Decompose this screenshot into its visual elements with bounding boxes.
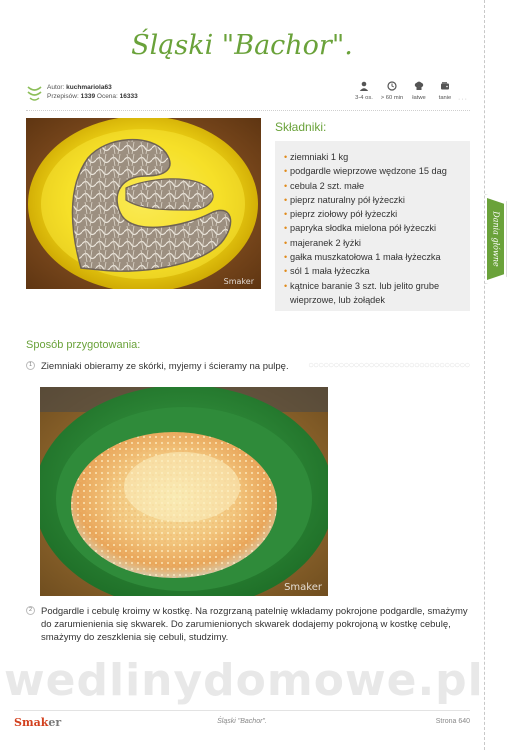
recipes-count: 1339 (80, 93, 96, 100)
meta-cost-label: tanie (438, 95, 452, 101)
rating-value: 16333 (119, 93, 138, 100)
author-divider (26, 110, 470, 111)
author-row (26, 81, 470, 109)
grated-potatoes-photo (40, 387, 328, 596)
footer-divider (14, 710, 470, 711)
meta-difficulty-label: łatwe (412, 95, 426, 101)
site-watermark: wedlinydomowe.pl (4, 655, 484, 706)
ingredient-item: • sól 1 mała łyżeczka (284, 264, 464, 278)
photo-watermark: Smaker (223, 277, 254, 286)
author-info (47, 83, 138, 101)
author-logo-icon (26, 83, 43, 103)
author-label: Autor: (47, 84, 65, 91)
footer-recipe-title: Śląski "Bachor". (217, 718, 267, 725)
meta-cost (428, 81, 462, 101)
ingredient-item: • pieprz ziołowy pół łyżeczki (284, 207, 464, 221)
ingredient-item: • ziemniaki 1 kg (284, 150, 464, 164)
grated-potatoes-image (40, 387, 328, 596)
recipe-title: Śląski "Bachor". (131, 30, 353, 61)
meta-time-label: > 60 min (380, 95, 404, 101)
ingredient-item: • podgardle wieprzowe wędzone 15 dag (284, 164, 464, 178)
photo-watermark: Smaker (284, 582, 322, 593)
step-1 (26, 360, 470, 374)
fold-line (484, 0, 485, 750)
ingredient-item: • papryka słodka mielona pół łyżeczki (284, 221, 464, 235)
ingredients-box (275, 141, 470, 311)
bachor-photo (26, 118, 261, 289)
ingredients-title: Składniki: (275, 120, 327, 134)
ingredient-item: • gałka muszkatołowa 1 mała łyżeczka (284, 250, 464, 264)
method-title: Sposób przygotowania: (26, 339, 141, 351)
logo-main: Smak (14, 716, 49, 729)
category-tab-label: Dania główne (491, 211, 501, 267)
step-number: 1 (26, 361, 35, 370)
recipes-label: Przepisów: (47, 93, 79, 100)
author-name[interactable]: kuchmariola63 (66, 84, 112, 91)
clock-icon (387, 81, 397, 91)
ingredient-item: • cebula 2 szt. małe (284, 179, 464, 193)
step-number: 2 (26, 606, 35, 615)
ingredient-item: • pieprz naturalny pół łyżeczki (284, 193, 464, 207)
wallet-icon (440, 81, 450, 91)
person-icon (359, 81, 369, 91)
logo-accent: er (48, 716, 62, 729)
bachor-photo-image (26, 118, 261, 289)
rating-label: Ocena: (96, 93, 118, 100)
chef-hat-icon (414, 81, 424, 91)
step-2 (26, 605, 470, 647)
ingredient-item: • majeranek 2 łyżki (284, 236, 464, 250)
rating-circles: ○○○○○○○○○○○○○○○○○○○○○○○○○○○○○○○○ (308, 360, 470, 371)
step-text: Ziemniaki obieramy ze skórki, myjemy i ścieramy na pulpę. (41, 361, 289, 372)
ingredient-item: • kątnice baranie 3 szt. lub jelito grube wieprzowe, lub żołądek (284, 279, 464, 308)
meta-dots: ··· (458, 96, 468, 103)
page-number: Strona 640 (435, 718, 470, 725)
ingredients-list (284, 150, 464, 307)
meta-servings-label: 3-4 os. (355, 95, 373, 101)
step-text: Podgardle i cebulę kroimy w kostkę. Na rozgrzaną patelnię wkładamy pokrojone podgardle, smażymy do zarumienienia się skwarek. Do zarumienionych skwarek dodajemy pokrojoną w kostkę cebulę, smażymy do zeszklenia się cebuli, studzimy. (41, 606, 468, 644)
